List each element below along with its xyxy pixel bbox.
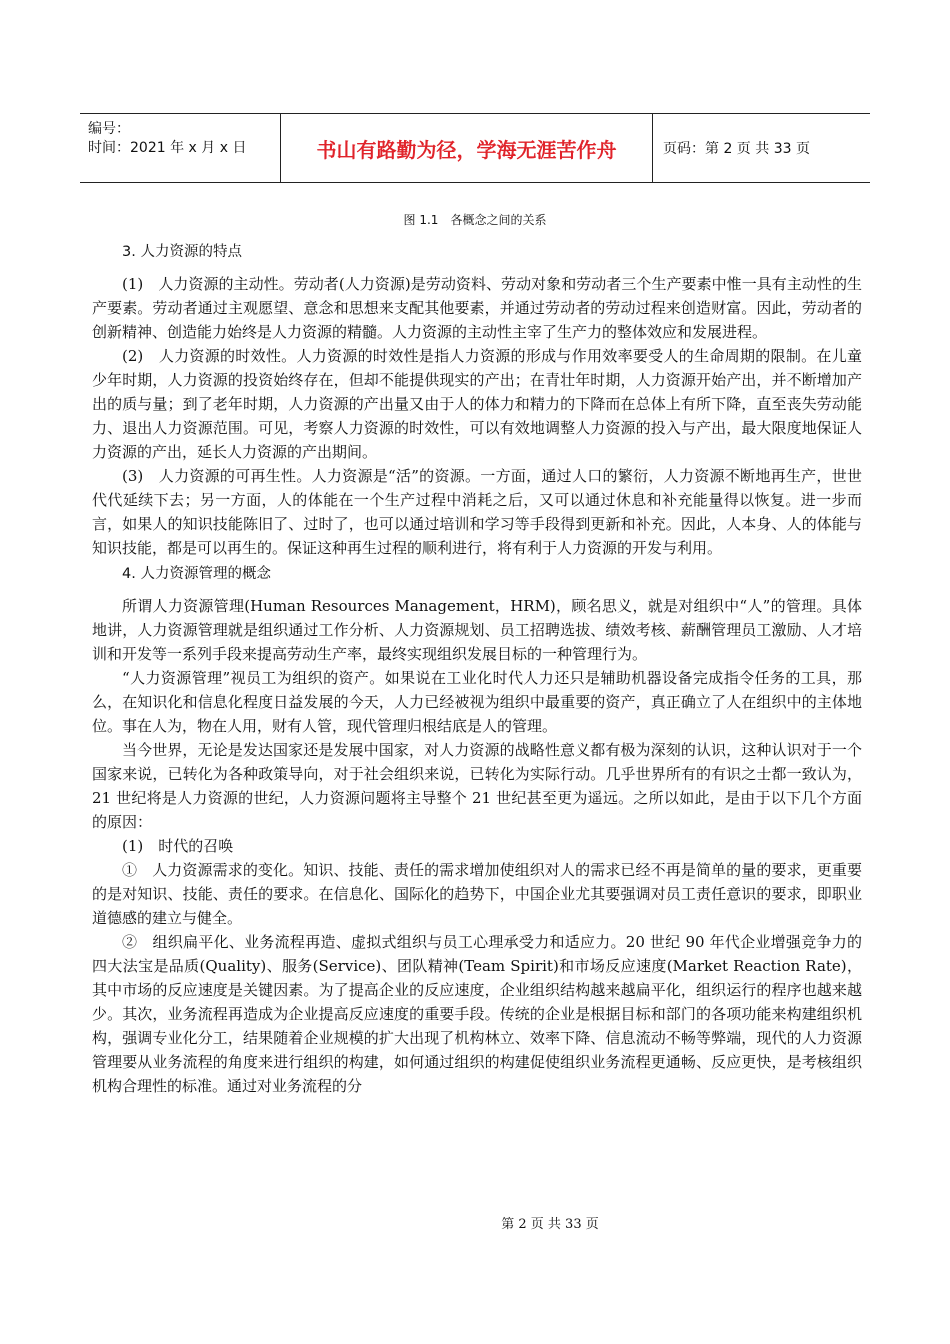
header-motto: 书山有路勤为径，学海无涯苦作舟	[280, 114, 653, 182]
section-heading-3: 3. 人力资源的特点	[122, 244, 242, 260]
page-footer: 第 2 页 共 33 页	[501, 1217, 599, 1232]
paragraph: (3) 人力资源的可再生性。人力资源是“活”的资源。一方面，通过人口的繁衍，人力资源不断地再生产，世世代代延续下去；另一方面，人的体能在一个生产过程中消耗之后，又可以通过休息和补充能量得以恢复。进一步而言，如果人的知识技能陈旧了、过时了，也可以通过培训和学习等手段得到更新和补充。因此，人本身、人的体能与知识技能，都是可以再生的。保证这种再生过程的顺利进行，将有利于人力资源的开发与利用。	[92, 467, 862, 557]
document-number-label: 编号：	[88, 121, 130, 137]
document-header	[80, 113, 870, 183]
header-page-info: 页码：第 2 页 共 33 页	[663, 141, 810, 157]
header-meta	[80, 114, 280, 182]
paragraph: “人力资源管理”视员工为组织的资产。如果说在工业化时代人力还只是辅助机器设备完成指令任务的工具，那么，在知识化和信息化程度日益发展的今天，人力已经被视为组织中最重要的资产，真正确立了人在组织中的主体地位。事在人为，物在人用，财有人管，现代管理归根结底是人的管理。	[92, 669, 862, 735]
paragraph: 所谓人力资源管理(Human Resources Management，HRM)，顾名思义，就是对组织中“人”的管理。具体地讲，人力资源管理就是组织通过工作分析、人力资源规划、员工招聘选拔、绩效考核、薪酬管理员工激励、人才培训和开发等一系列手段来提高劳动生产率，最终实现组织发展目标的一种管理行为。	[92, 597, 862, 663]
paragraph: 当今世界，无论是发达国家还是发展中国家，对人力资源的战略性意义都有极为深刻的认识，这种认识对于一个国家来说，已转化为各种政策导向，对于社会组织来说，已转化为实际行动。几乎世界所有的有识之士都一致认为，21 世纪将是人力资源的世纪，人力资源问题将主导整个 21 世纪甚至更为遥远。之所以如此，是由于以下几个方面的原因：	[92, 741, 862, 831]
document-time-label: 时间：2021 年 x 月 x 日	[88, 140, 247, 156]
paragraph: ② 组织扁平化、业务流程再造、虚拟式组织与员工心理承受力和适应力。20 世纪 90 年代企业增强竞争力的四大法宝是品质(Quality)、服务(Service)、团队精神(Team Spirit)和市场反应速度(Market Reaction Rate)，其中市场的反应速度是关键因素。为了提高企业的反应速度，企业组织结构越来越扁平化，组织运行的程序也越来越少。其次，业务流程再造成为企业提高反应速度的重要手段。传统的企业是根据目标和部门的各项功能来构建组织机构，强调专业化分工，结果随着企业规模的扩大出现了机构林立、效率下降、信息流动不畅等弊端，现代的人力资源管理要从业务流程的角度来进行组织的构建，如何通过组织的构建促使组织业务流程更通畅、反应更快，是考核组织机构合理性的标准。通过对业务流程的分	[92, 933, 862, 1095]
section-heading-4: 4. 人力资源管理的概念	[122, 566, 271, 582]
paragraph: (1) 人力资源的主动性。劳动者(人力资源)是劳动资料、劳动对象和劳动者三个生产要素中惟一具有主动性的生产要素。劳动者通过主观愿望、意念和思想来支配其他要素，并通过劳动者的劳动过程来创造财富。因此，劳动者的创新精神、创造能力始终是人力资源的精髓。人力资源的主动性主宰了生产力的整体效应和发展进程。	[92, 275, 862, 341]
paragraph: (2) 人力资源的时效性。人力资源的时效性是指人力资源的形成与作用效率要受人的生命周期的限制。在儿童少年时期，人力资源的投资始终存在，但却不能提供现实的产出；在青壮年时期，人力资源开始产出，并不断增加产出的质与量；到了老年时期，人力资源的产出量又由于人的体力和精力的下降而在总体上有所下降，直至丧失劳动能力、退出人力资源范围。可见，考察人力资源的时效性，可以有效地调整人力资源的投入与产出，最大限度地保证人力资源的产出，延长人力资源的产出期间。	[92, 347, 862, 461]
figure-caption: 图 1.1 各概念之间的关系	[403, 213, 547, 227]
paragraph: (1) 时代的召唤	[122, 837, 234, 855]
document-body	[92, 240, 862, 1098]
paragraph: ① 人力资源需求的变化。知识、技能、责任的需求增加使组织对人的需求已经不再是简单的量的要求，更重要的是对知识、技能、责任的要求。在信息化、国际化的趋势下，中国企业尤其要强调对员工责任意识的要求，即职业道德感的建立与健全。	[92, 861, 862, 927]
